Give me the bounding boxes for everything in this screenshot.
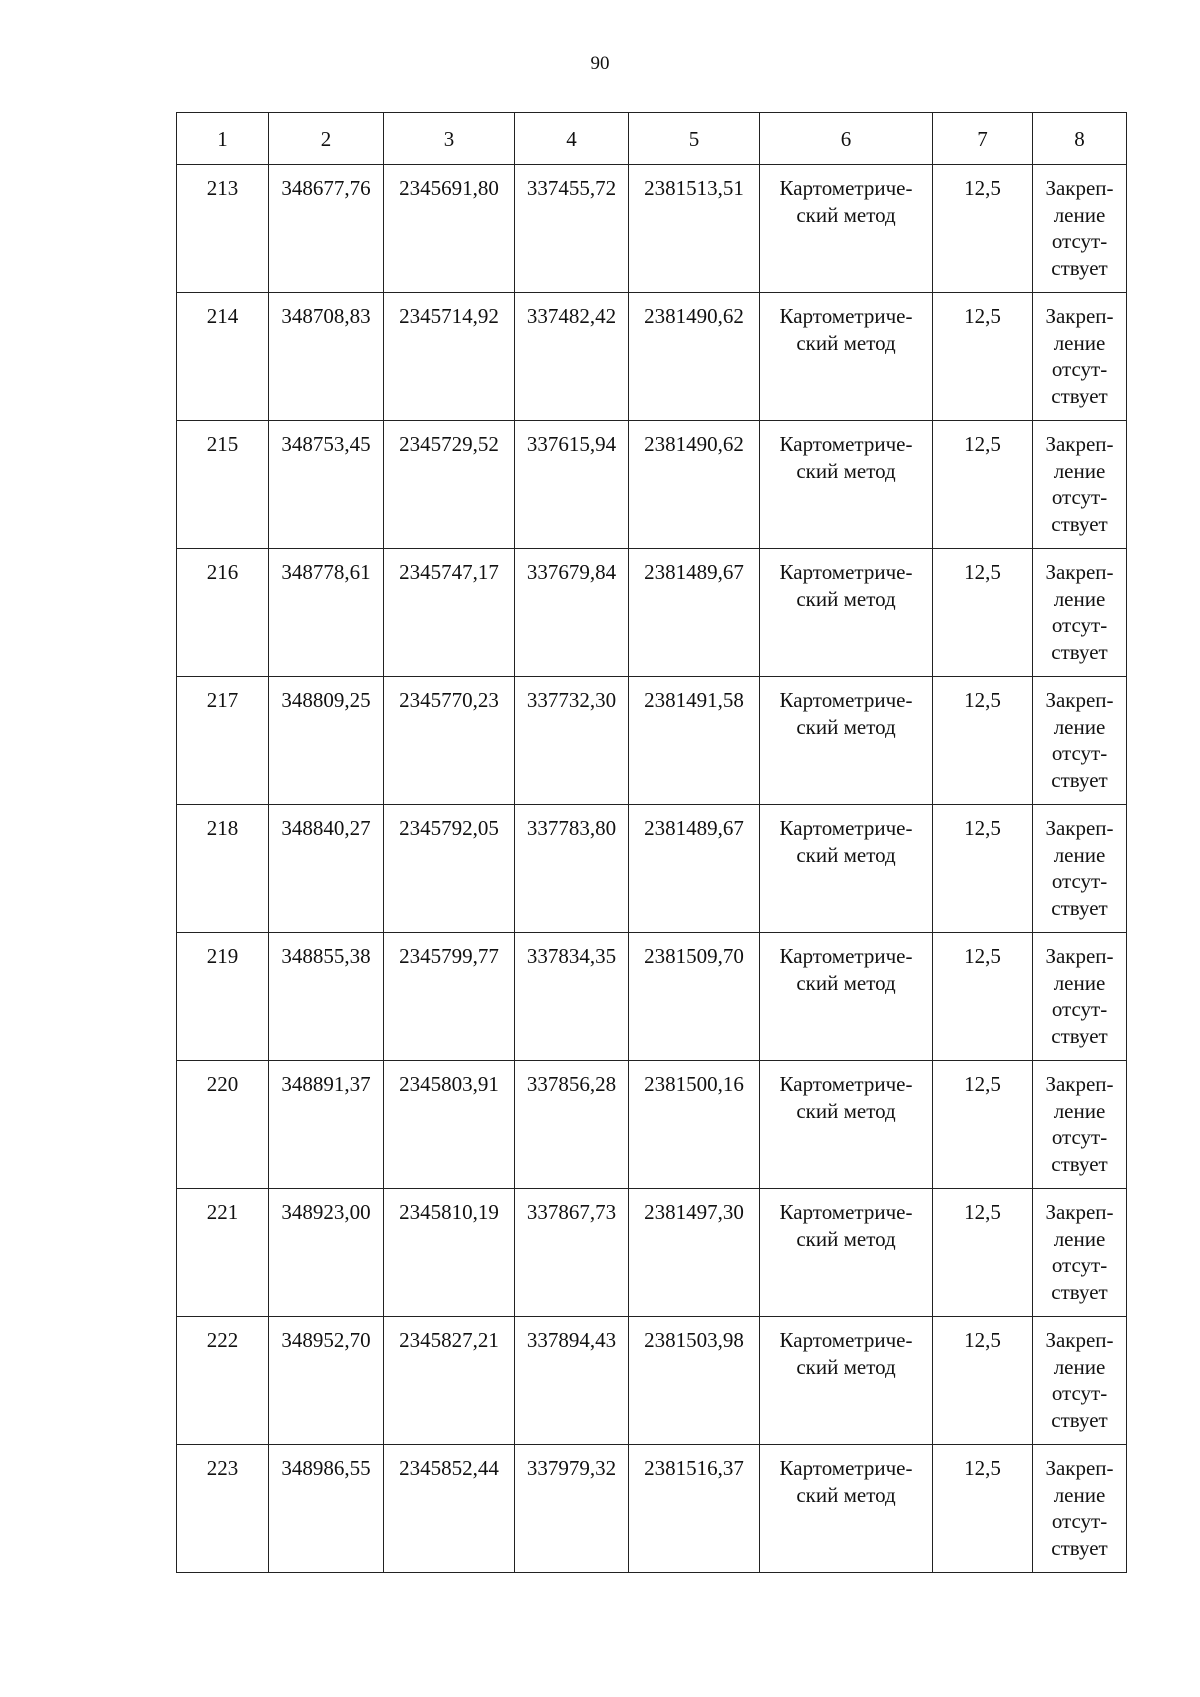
coord-x-cell: 348677,76 (269, 165, 384, 293)
point-number-cell: 214 (177, 293, 269, 421)
accuracy-cell: 12,5 (933, 805, 1033, 933)
coord-y-cell: 2345729,52 (384, 421, 515, 549)
table-body (177, 165, 1127, 1573)
point-number-cell: 216 (177, 549, 269, 677)
coord-y-cell: 2345747,17 (384, 549, 515, 677)
table-row (177, 549, 1127, 677)
coord-y2-cell: 2381490,62 (629, 293, 760, 421)
method-cell: Картометриче- ский метод (760, 1445, 933, 1573)
coord-y-cell: 2345803,91 (384, 1061, 515, 1189)
table-row (177, 805, 1127, 933)
table-row (177, 1189, 1127, 1317)
accuracy-cell: 12,5 (933, 293, 1033, 421)
coord-y-cell: 2345810,19 (384, 1189, 515, 1317)
point-number-cell: 213 (177, 165, 269, 293)
coord-y2-cell: 2381491,58 (629, 677, 760, 805)
table-header-row (177, 113, 1127, 165)
method-cell: Картометриче- ский метод (760, 421, 933, 549)
coord-x-cell: 348778,61 (269, 549, 384, 677)
column-header: 8 (1033, 113, 1127, 165)
coord-y-cell: 2345792,05 (384, 805, 515, 933)
fixation-cell: Закреп- ление отсут- ствует (1033, 1317, 1127, 1445)
accuracy-cell: 12,5 (933, 1061, 1033, 1189)
accuracy-cell: 12,5 (933, 677, 1033, 805)
table-row (177, 293, 1127, 421)
point-number-cell: 215 (177, 421, 269, 549)
column-header: 2 (269, 113, 384, 165)
table-row (177, 933, 1127, 1061)
point-number-cell: 223 (177, 1445, 269, 1573)
method-cell: Картометриче- ский метод (760, 805, 933, 933)
coord-x2-cell: 337482,42 (515, 293, 629, 421)
fixation-cell: Закреп- ление отсут- ствует (1033, 421, 1127, 549)
coord-x-cell: 348708,83 (269, 293, 384, 421)
coord-y2-cell: 2381509,70 (629, 933, 760, 1061)
fixation-cell: Закреп- ление отсут- ствует (1033, 165, 1127, 293)
fixation-cell: Закреп- ление отсут- ствует (1033, 1061, 1127, 1189)
coord-y2-cell: 2381513,51 (629, 165, 760, 293)
method-cell: Картометриче- ский метод (760, 549, 933, 677)
coord-y2-cell: 2381500,16 (629, 1061, 760, 1189)
coord-y2-cell: 2381503,98 (629, 1317, 760, 1445)
coord-x2-cell: 337783,80 (515, 805, 629, 933)
coord-x-cell: 348855,38 (269, 933, 384, 1061)
coord-x2-cell: 337732,30 (515, 677, 629, 805)
coord-x-cell: 348891,37 (269, 1061, 384, 1189)
point-number-cell: 217 (177, 677, 269, 805)
coord-y-cell: 2345691,80 (384, 165, 515, 293)
fixation-cell: Закреп- ление отсут- ствует (1033, 1445, 1127, 1573)
method-cell: Картометриче- ский метод (760, 933, 933, 1061)
column-header: 6 (760, 113, 933, 165)
accuracy-cell: 12,5 (933, 1189, 1033, 1317)
coord-y-cell: 2345770,23 (384, 677, 515, 805)
column-header: 5 (629, 113, 760, 165)
coord-y-cell: 2345714,92 (384, 293, 515, 421)
coord-x-cell: 348923,00 (269, 1189, 384, 1317)
accuracy-cell: 12,5 (933, 549, 1033, 677)
coord-x2-cell: 337834,35 (515, 933, 629, 1061)
table-row (177, 1061, 1127, 1189)
coord-x-cell: 348986,55 (269, 1445, 384, 1573)
column-header: 1 (177, 113, 269, 165)
coord-y-cell: 2345827,21 (384, 1317, 515, 1445)
coord-x2-cell: 337894,43 (515, 1317, 629, 1445)
point-number-cell: 222 (177, 1317, 269, 1445)
table-row (177, 1317, 1127, 1445)
coord-y2-cell: 2381490,62 (629, 421, 760, 549)
method-cell: Картометриче- ский метод (760, 293, 933, 421)
fixation-cell: Закреп- ление отсут- ствует (1033, 549, 1127, 677)
coord-x2-cell: 337856,28 (515, 1061, 629, 1189)
table-row (177, 1445, 1127, 1573)
fixation-cell: Закреп- ление отсут- ствует (1033, 933, 1127, 1061)
coord-x2-cell: 337979,32 (515, 1445, 629, 1573)
accuracy-cell: 12,5 (933, 1445, 1033, 1573)
accuracy-cell: 12,5 (933, 933, 1033, 1061)
fixation-cell: Закреп- ление отсут- ствует (1033, 293, 1127, 421)
point-number-cell: 220 (177, 1061, 269, 1189)
point-number-cell: 221 (177, 1189, 269, 1317)
coord-x-cell: 348840,27 (269, 805, 384, 933)
table-row (177, 165, 1127, 293)
column-header: 7 (933, 113, 1033, 165)
coord-x2-cell: 337867,73 (515, 1189, 629, 1317)
method-cell: Картометриче- ский метод (760, 1317, 933, 1445)
coord-y2-cell: 2381489,67 (629, 549, 760, 677)
column-header: 3 (384, 113, 515, 165)
coord-x2-cell: 337679,84 (515, 549, 629, 677)
method-cell: Картометриче- ский метод (760, 1061, 933, 1189)
coord-y-cell: 2345799,77 (384, 933, 515, 1061)
table-row (177, 677, 1127, 805)
coord-y-cell: 2345852,44 (384, 1445, 515, 1573)
page-number: 90 (590, 53, 610, 74)
coord-y2-cell: 2381497,30 (629, 1189, 760, 1317)
coord-y2-cell: 2381489,67 (629, 805, 760, 933)
coord-x-cell: 348952,70 (269, 1317, 384, 1445)
coord-y2-cell: 2381516,37 (629, 1445, 760, 1573)
accuracy-cell: 12,5 (933, 421, 1033, 549)
accuracy-cell: 12,5 (933, 1317, 1033, 1445)
coord-x-cell: 348753,45 (269, 421, 384, 549)
point-number-cell: 219 (177, 933, 269, 1061)
method-cell: Картометриче- ский метод (760, 165, 933, 293)
coordinates-table (176, 112, 1127, 1573)
accuracy-cell: 12,5 (933, 165, 1033, 293)
method-cell: Картометриче- ский метод (760, 1189, 933, 1317)
fixation-cell: Закреп- ление отсут- ствует (1033, 677, 1127, 805)
point-number-cell: 218 (177, 805, 269, 933)
coord-x2-cell: 337455,72 (515, 165, 629, 293)
column-header: 4 (515, 113, 629, 165)
fixation-cell: Закреп- ление отсут- ствует (1033, 805, 1127, 933)
table-row (177, 421, 1127, 549)
coord-x2-cell: 337615,94 (515, 421, 629, 549)
coord-x-cell: 348809,25 (269, 677, 384, 805)
fixation-cell: Закреп- ление отсут- ствует (1033, 1189, 1127, 1317)
method-cell: Картометриче- ский метод (760, 677, 933, 805)
